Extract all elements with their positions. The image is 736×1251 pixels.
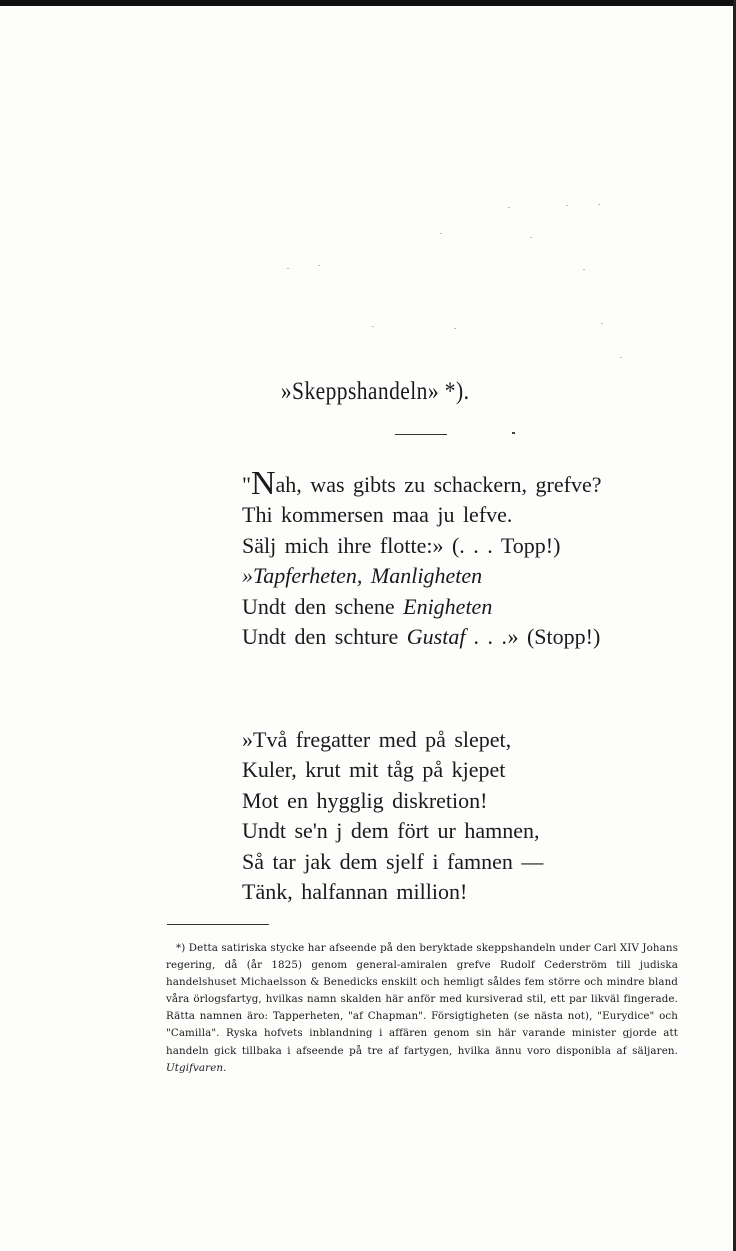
bleed-speck <box>583 269 585 270</box>
drop-cap: N <box>250 465 276 502</box>
verse-line: Kuler, krut mit tåg på kjepet <box>242 757 506 783</box>
stanza-2 <box>242 725 543 907</box>
footnote-text: Detta satiriska stycke har afseende på den beryktade skeppshandeln under Carl XIV Johans regering, då (år 1825) genom general-amiralen grefve Rudolf Cederström till judiska handelshuset Michaelsson & Benedicks enskilt och hemligt såldes fem större och mindre bland våra örlogsfartyg, hvilkas namn skalden här anför med kursiverad stil, ett par likväl fingerade. Rätta namnen äro: Tapperheten, "af Chapman". Försigtigheten (se nästa not), "Eurydice" och "Camilla". Ryska hofvets inblandning i affären genom sin här varande minister gjorde att handeln gick tillbaka i afseende på tre af fartygen, hvilka ännu voro disponibla af säljaren. <box>166 942 679 1057</box>
verse-line: Så tar jak dem sjelf i famnen — <box>242 848 544 874</box>
verse-line: »Tapferheten, Manligheten <box>242 563 483 589</box>
title-dot <box>512 432 515 434</box>
bleed-speck <box>620 357 622 358</box>
bleed-speck <box>601 323 603 324</box>
bleed-speck <box>372 326 374 327</box>
verse-text: Undt den schene <box>242 593 404 619</box>
verse-text: » (Stopp!) <box>507 623 601 649</box>
bleed-speck <box>566 205 568 206</box>
verse-line <box>242 465 602 502</box>
bleed-speck <box>508 207 510 208</box>
bleed-speck <box>530 237 532 238</box>
stanza-1 <box>242 465 602 652</box>
scan-edge-top <box>0 0 736 6</box>
verse-line <box>242 622 601 652</box>
title-rule <box>395 434 447 435</box>
ship-name: Enigheten <box>403 593 493 619</box>
verse-line: Tänk, halfannan million! <box>242 878 468 904</box>
bleed-speck <box>598 204 600 205</box>
bleed-speck <box>454 328 456 329</box>
verse-line: Mot en hygglig diskretion! <box>242 787 488 813</box>
footnote-signature: Utgifvaren. <box>166 1061 227 1074</box>
footnote-rule <box>167 924 269 925</box>
footnote <box>166 940 678 1077</box>
verse-line <box>242 592 601 622</box>
poem-title: »Skeppshandeln» *). <box>280 378 470 405</box>
bleed-speck <box>440 233 442 234</box>
verse-line: »Två fregatter med på slepet, <box>242 727 512 752</box>
verse-text: ah, was gibts zu schackern, grefve? <box>275 472 602 497</box>
bleed-speck <box>287 268 289 269</box>
verse-line: Undt se'n j dem fört ur hamnen, <box>242 818 540 844</box>
bleed-speck <box>318 265 320 266</box>
open-quote: " <box>242 472 251 497</box>
verse-text: Undt den schture <box>242 623 407 649</box>
verse-line: Thi kommersen maa ju lefve. <box>242 502 513 528</box>
footnote-mark: *) <box>176 942 186 954</box>
ship-name: Gustaf . . . <box>406 623 508 649</box>
verse-line: Sälj mich ihre flotte:» (. . . Topp!) <box>242 532 561 558</box>
